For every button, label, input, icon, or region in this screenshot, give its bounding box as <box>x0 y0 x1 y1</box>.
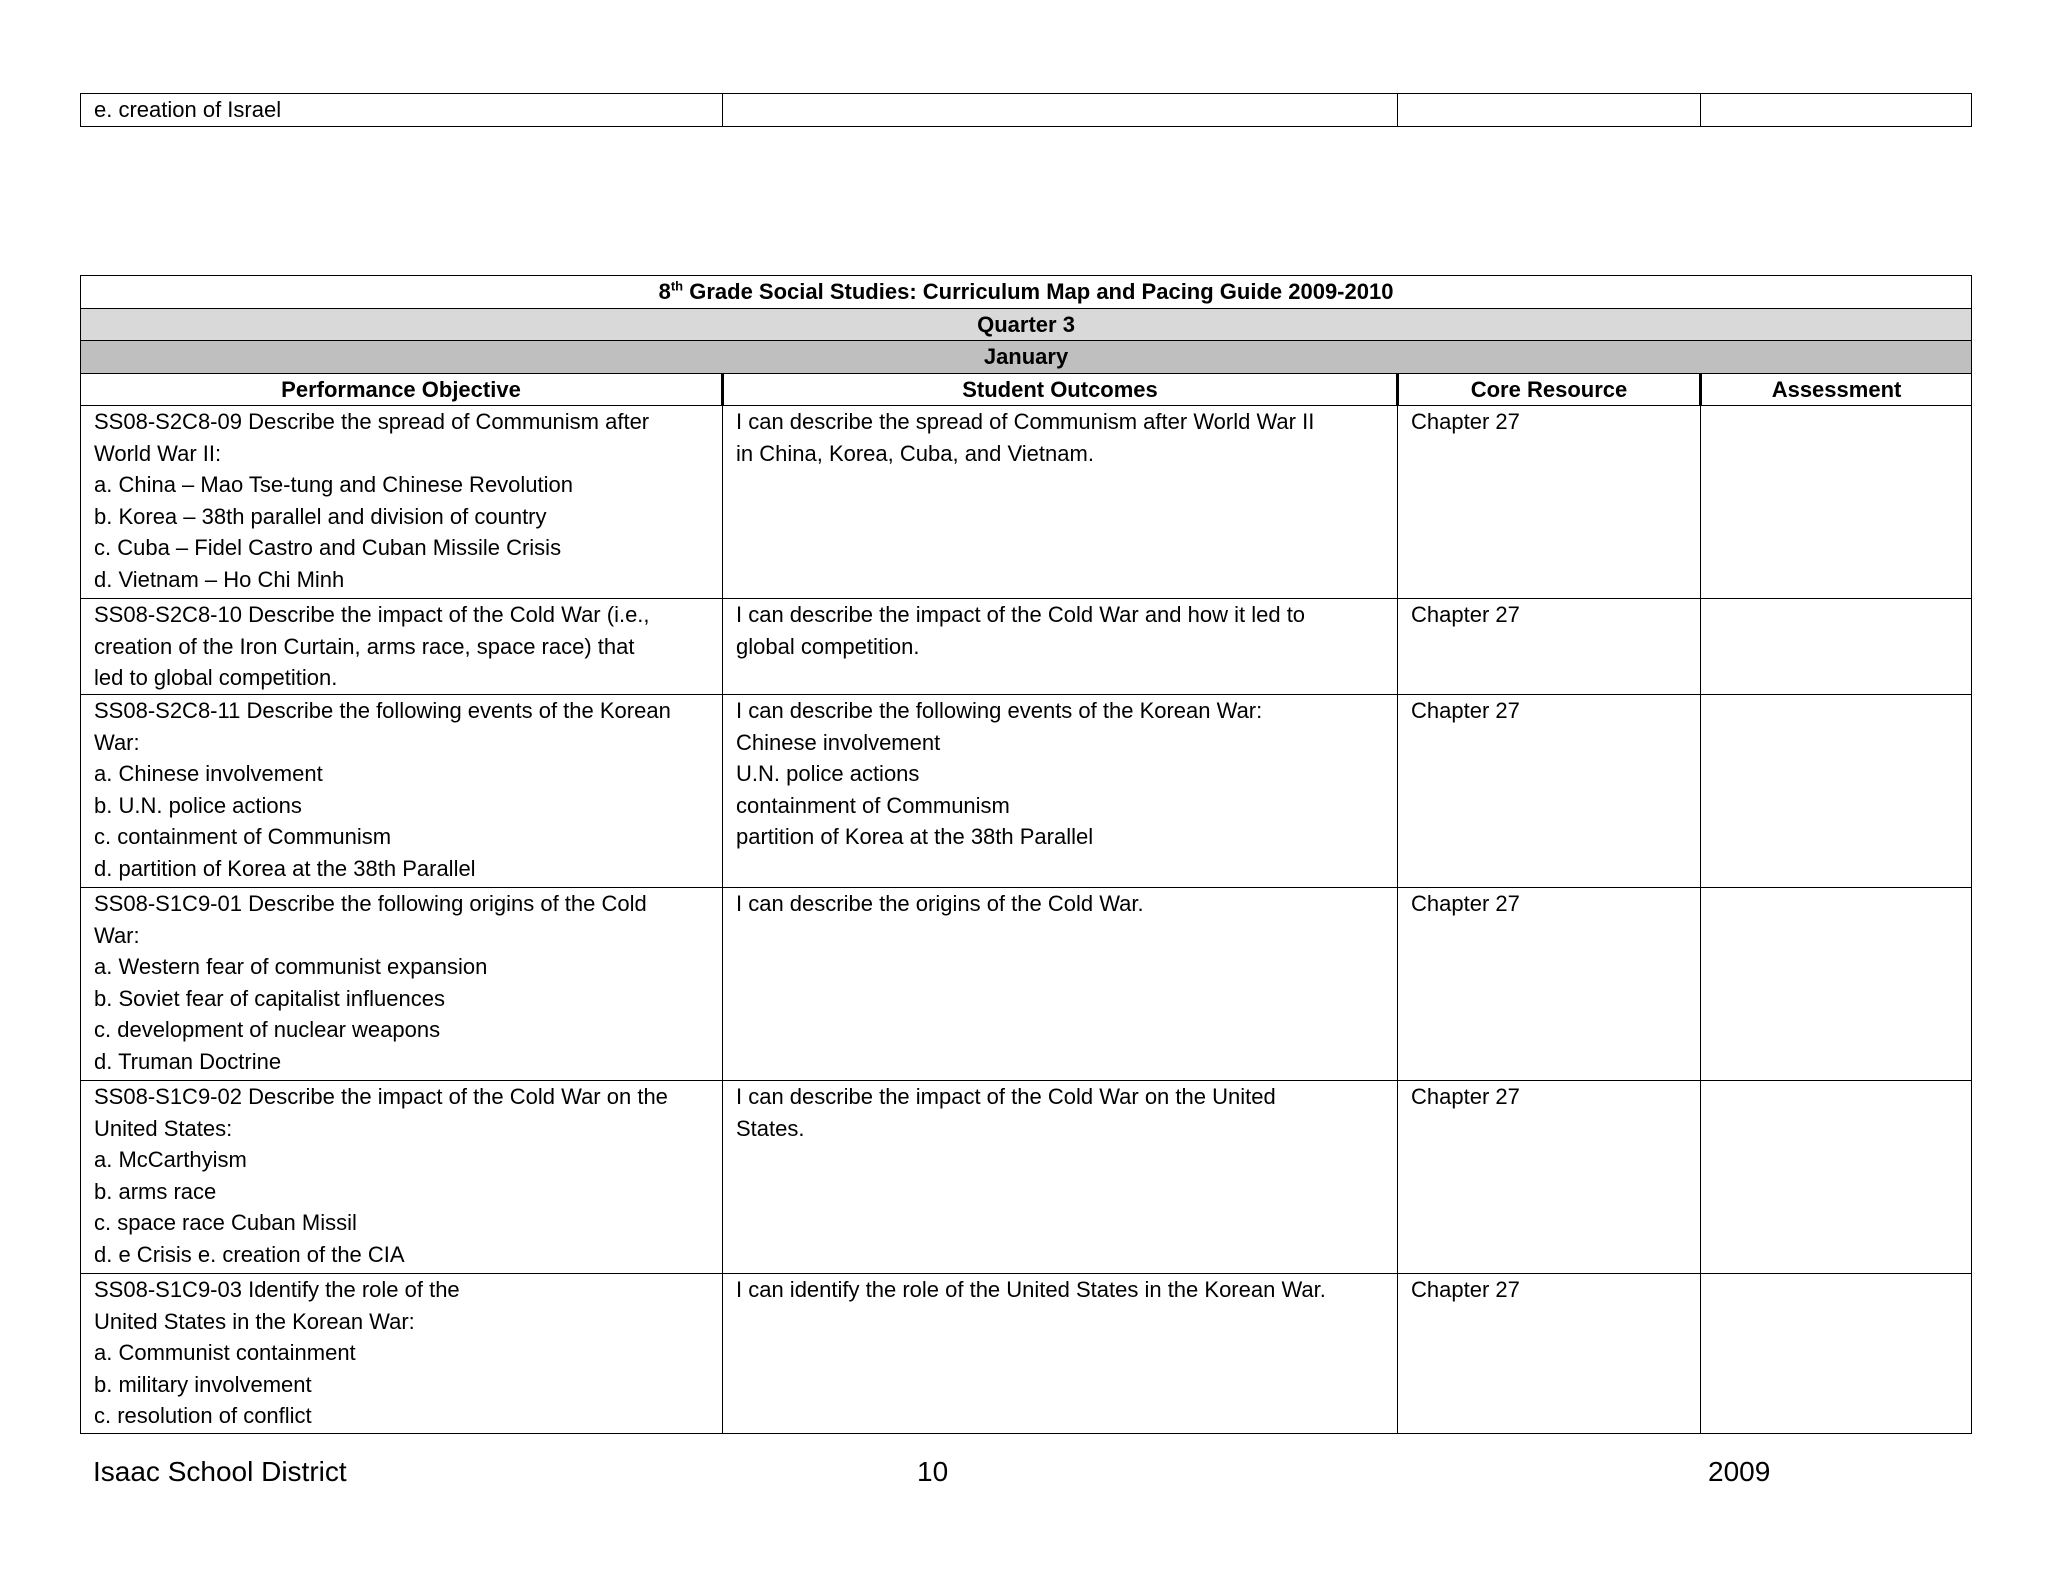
objective-cell <box>81 406 723 599</box>
objective-cell-line: b. Soviet fear of capitalist influences <box>94 985 445 1011</box>
outcome-cell-line: Chinese involvement <box>736 729 941 755</box>
quarter-row <box>81 308 1972 341</box>
objective-cell-line: c. development of nuclear weapons <box>94 1017 441 1042</box>
outcome-cell <box>723 888 1398 1081</box>
objective-cell-line: SS08-S1C9-02 Describe the impact of the Cold War on the <box>94 1084 668 1109</box>
objective-cell <box>81 695 723 888</box>
table-row <box>81 888 1972 1081</box>
assessment-cell <box>1701 695 1972 888</box>
header-row <box>81 373 1972 406</box>
table-cell: e. creation of Israel <box>81 94 723 127</box>
table-title <box>81 276 1972 309</box>
objective-cell-line: United States in the Korean War: <box>94 1308 415 1334</box>
assessment-cell <box>1701 599 1972 695</box>
footer-page-number: 10 <box>917 1456 949 1487</box>
header-performance-objective: Performance Objective <box>81 373 723 406</box>
table-row <box>81 94 1972 127</box>
outcome-cell-line: partition of Korea at the 38th Parallel <box>736 824 1094 849</box>
title-text: Grade Social Studies: Curriculum Map and Pacing Guide 2009-2010 <box>683 279 1394 304</box>
outcome-cell-line: I can describe the following events of the Korean War: <box>736 698 1263 723</box>
objective-cell-line: a. Chinese involvement <box>94 761 323 786</box>
footer-district: Isaac School District <box>93 1456 347 1487</box>
objective-cell-line: War: <box>94 922 140 948</box>
objective-cell-line: War: <box>94 729 140 755</box>
table-title-row <box>81 276 1972 309</box>
title-superscript: th <box>670 278 684 294</box>
objective-cell-line: c. resolution of conflict <box>94 1403 312 1428</box>
table-cell <box>1398 94 1701 127</box>
quarter-label: Quarter 3 <box>81 308 1972 341</box>
resource-cell: Chapter 27 <box>1398 1274 1701 1434</box>
assessment-cell <box>1701 406 1972 599</box>
table-row <box>81 1274 1972 1434</box>
outcome-cell-line: I can describe the impact of the Cold War and how it led to <box>736 602 1306 627</box>
objective-cell-line: c. Cuba – Fidel Castro and Cuban Missile Crisis <box>94 535 562 560</box>
objective-cell-line: b. arms race <box>94 1178 217 1204</box>
objective-cell <box>81 1274 723 1434</box>
resource-cell: Chapter 27 <box>1398 695 1701 888</box>
objective-cell-line: SS08-S2C8-09 Describe the spread of Communism after <box>94 409 650 434</box>
table-row <box>81 599 1972 695</box>
objective-cell-line: a. Communist containment <box>94 1340 356 1365</box>
objective-cell-line: creation of the Iron Curtain, arms race, space race) that <box>94 633 635 659</box>
outcome-cell-line: U.N. police actions <box>736 761 920 786</box>
objective-cell-line: United States: <box>94 1115 233 1141</box>
objective-cell <box>81 599 723 695</box>
objective-cell-line: led to global competition. <box>94 665 338 690</box>
objective-cell <box>81 1081 723 1274</box>
assessment-cell <box>1701 1274 1972 1434</box>
outcome-cell <box>723 406 1398 599</box>
header-student-outcomes: Student Outcomes <box>723 373 1398 406</box>
outcome-cell <box>723 1081 1398 1274</box>
objective-cell-line: b. U.N. police actions <box>94 792 302 818</box>
objective-cell-line: b. Korea – 38th parallel and division of country <box>94 503 547 529</box>
outcome-cell-line: I can describe the spread of Communism after World War II <box>736 409 1315 434</box>
outcome-cell <box>723 695 1398 888</box>
outcome-cell-line: in China, Korea, Cuba, and Vietnam. <box>736 440 1094 466</box>
outcome-cell-line: I can describe the origins of the Cold War. <box>736 891 1144 916</box>
outcome-cell <box>723 1274 1398 1434</box>
objective-cell-line: d. partition of Korea at the 38th Parallel <box>94 855 476 881</box>
footer-year: 2009 <box>1708 1456 1771 1487</box>
resource-cell: Chapter 27 <box>1398 1081 1701 1274</box>
outcome-cell <box>723 599 1398 695</box>
objective-cell-line: d. Vietnam – Ho Chi Minh <box>94 566 345 592</box>
resource-cell: Chapter 27 <box>1398 406 1701 599</box>
curriculum-table <box>80 275 1972 1434</box>
resource-cell: Chapter 27 <box>1398 599 1701 695</box>
objective-cell-line: SS08-S1C9-01 Describe the following origins of the Cold <box>94 891 647 916</box>
objective-cell-line: SS08-S1C9-03 Identify the role of the <box>94 1277 460 1302</box>
outcome-cell-line: containment of Communism <box>736 792 1010 818</box>
objective-cell-line: c. space race Cuban Missil <box>94 1210 357 1235</box>
objective-cell-line: a. China – Mao Tse-tung and Chinese Revolution <box>94 472 574 497</box>
objective-cell-line: SS08-S2C8-10 Describe the impact of the Cold War (i.e., <box>94 602 650 627</box>
assessment-cell <box>1701 1081 1972 1274</box>
title-grade-number: 8 <box>658 279 671 304</box>
resource-cell: Chapter 27 <box>1398 888 1701 1081</box>
objective-cell-line: a. Western fear of communist expansion <box>94 954 488 979</box>
month-label: January <box>81 341 1972 374</box>
table-row <box>81 695 1972 888</box>
table-body <box>81 406 1972 1434</box>
header-assessment: Assessment <box>1701 373 1972 406</box>
table-row <box>81 1081 1972 1274</box>
outcome-cell-line: global competition. <box>736 633 920 659</box>
objective-cell <box>81 888 723 1081</box>
objective-cell-line: c. containment of Communism <box>94 824 392 849</box>
month-row <box>81 341 1972 374</box>
table-cell <box>723 94 1398 127</box>
objective-cell-line: d. e Crisis e. creation of the CIA <box>94 1241 405 1267</box>
header-core-resource: Core Resource <box>1398 373 1701 406</box>
objective-cell-line: SS08-S2C8-11 Describe the following events of the Korean <box>94 698 671 723</box>
outcome-cell-line: I can identify the role of the United States in the Korean War. <box>736 1277 1326 1302</box>
objective-cell-line: d. Truman Doctrine <box>94 1048 282 1074</box>
table-cell <box>1701 94 1972 127</box>
objective-cell-line: World War II: <box>94 440 222 466</box>
assessment-cell <box>1701 888 1972 1081</box>
outcome-cell-line: States. <box>736 1115 805 1141</box>
objective-cell-line: a. McCarthyism <box>94 1147 247 1172</box>
outcome-cell-line: I can describe the impact of the Cold War on the United <box>736 1084 1276 1109</box>
objective-cell-line: b. military involvement <box>94 1371 312 1397</box>
continued-table <box>80 93 1972 127</box>
table-row <box>81 406 1972 599</box>
